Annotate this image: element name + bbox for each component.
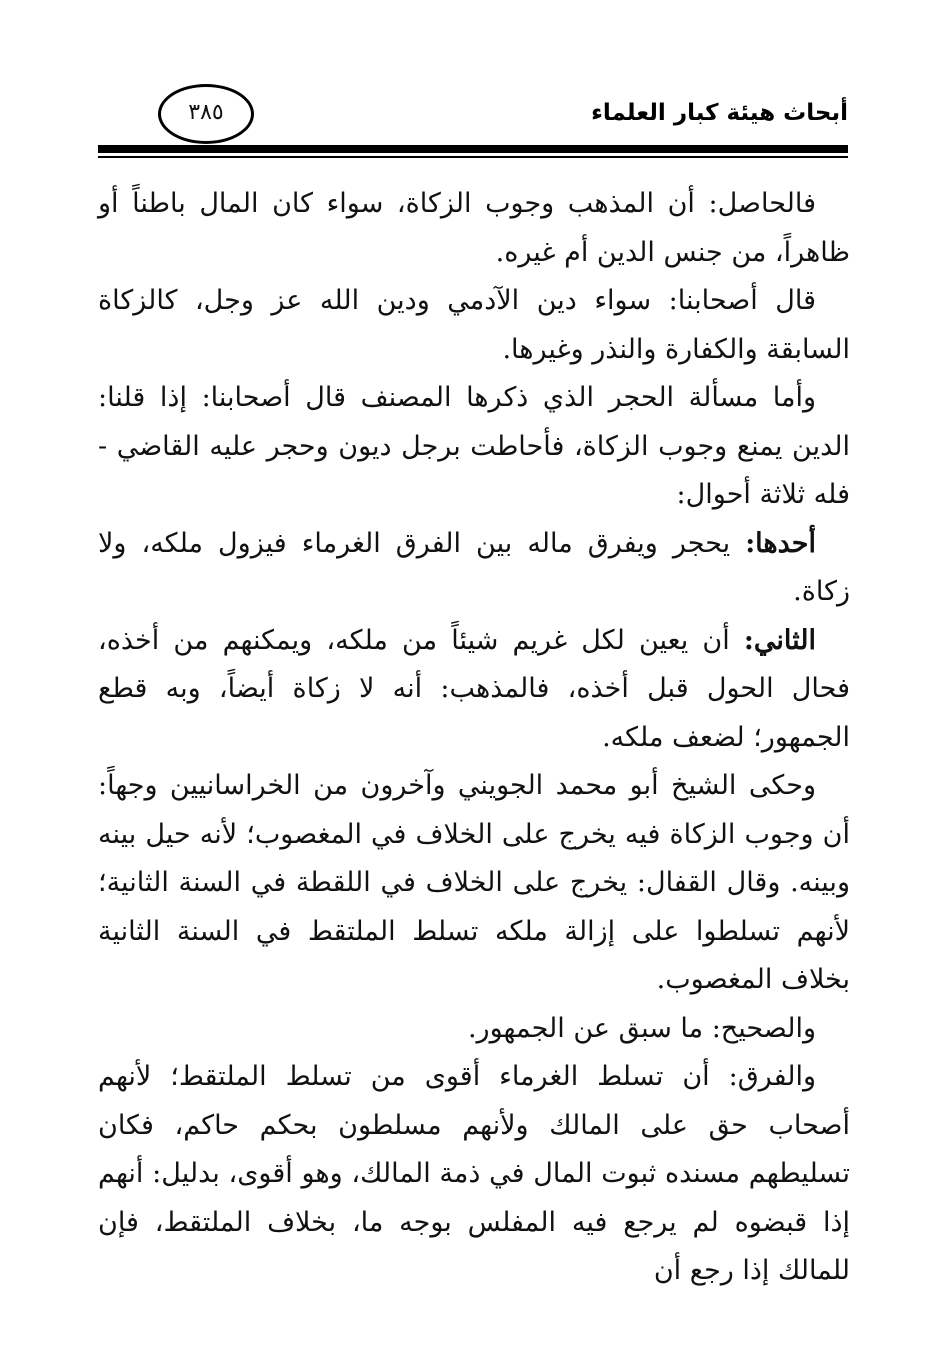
header-rule-thin	[98, 156, 848, 158]
paragraph-companions	[98, 277, 850, 374]
page-header	[98, 84, 848, 164]
header-rule-thick	[98, 145, 848, 153]
paragraph-text: وأما مسألة الحجر الذي ذكرها المصنف قال أصحابنا: إذا قلنا: الدين يمنع وجوب الزكاة، فأحاطت برجل ديون وحجر عليه القاضي - فله ثلاثة أحوال:	[98, 382, 850, 510]
paragraph-text: يحجر ويفرق ماله بين الفرق الغرماء فيزول ملكه، ولا زكاة.	[98, 527, 850, 607]
book-title: أبحاث هيئة كبار العلماء	[591, 100, 848, 126]
lead-term: الثاني:	[743, 624, 816, 656]
paragraph-juwayni-view	[98, 762, 850, 1005]
page-body	[98, 180, 850, 1300]
paragraph-text: فالحاصل: أن المذهب وجوب الزكاة، سواء كان المال باطناً أو ظاهراً، من جنس الدين أم غيره.	[98, 188, 850, 268]
paragraph-first-case	[98, 520, 850, 617]
page-number-oval	[158, 84, 254, 144]
paragraph-text: والفرق: أن تسلط الغرماء أقوى من تسلط الملتقط؛ لأنهم أصحاب حق على المالك ولأنهم مسلطون بحكم حاكم، فكان تسليطهم مسنده ثبوت المال في ذمة المالك، وهو أقوى، بدليل: أنهم إذا قبضوه لم يرجع فيه المفلس بوجه ما، بخلاف الملتقط، فإن للمالك إذا رجع أن	[98, 1061, 850, 1286]
paragraph-hajr-issue	[98, 374, 850, 520]
paragraph-second-case	[98, 617, 850, 763]
paragraph-correct-view	[98, 1005, 850, 1054]
lead-term: أحدها:	[745, 527, 816, 559]
paragraph-text: قال أصحابنا: سواء دين الآدمي ودين الله عز وجل، كالزكاة السابقة والكفارة والنذر وغيرها.	[98, 285, 850, 365]
paragraph-text: والصحيح: ما سبق عن الجمهور.	[467, 1012, 816, 1044]
page-number: ٣٨٥	[188, 100, 224, 125]
paragraph-text: أن يعين لكل غريم شيئاً من ملكه، ويمكنهم من أخذه، فحال الحول قبل أخذه، فالمذهب: أنه لا زكاة أيضاً، وبه قطع الجمهور؛ لضعف ملكه.	[98, 624, 850, 753]
paragraph-conclusion	[98, 180, 850, 277]
paragraph-difference	[98, 1053, 850, 1296]
paragraph-text: وحكى الشيخ أبو محمد الجويني وآخرون من الخراسانيين وجهاً: أن وجوب الزكاة فيه يخرج على الخلاف في المغصوب؛ لأنه حيل بينه وبينه. وقال القفال: يخرج على الخلاف في اللقطة في السنة الثانية؛ لأنهم تسلطوا على إزالة ملكه تسلط الملتقط في السنة الثانية بخلاف المغصوب.	[98, 770, 850, 995]
